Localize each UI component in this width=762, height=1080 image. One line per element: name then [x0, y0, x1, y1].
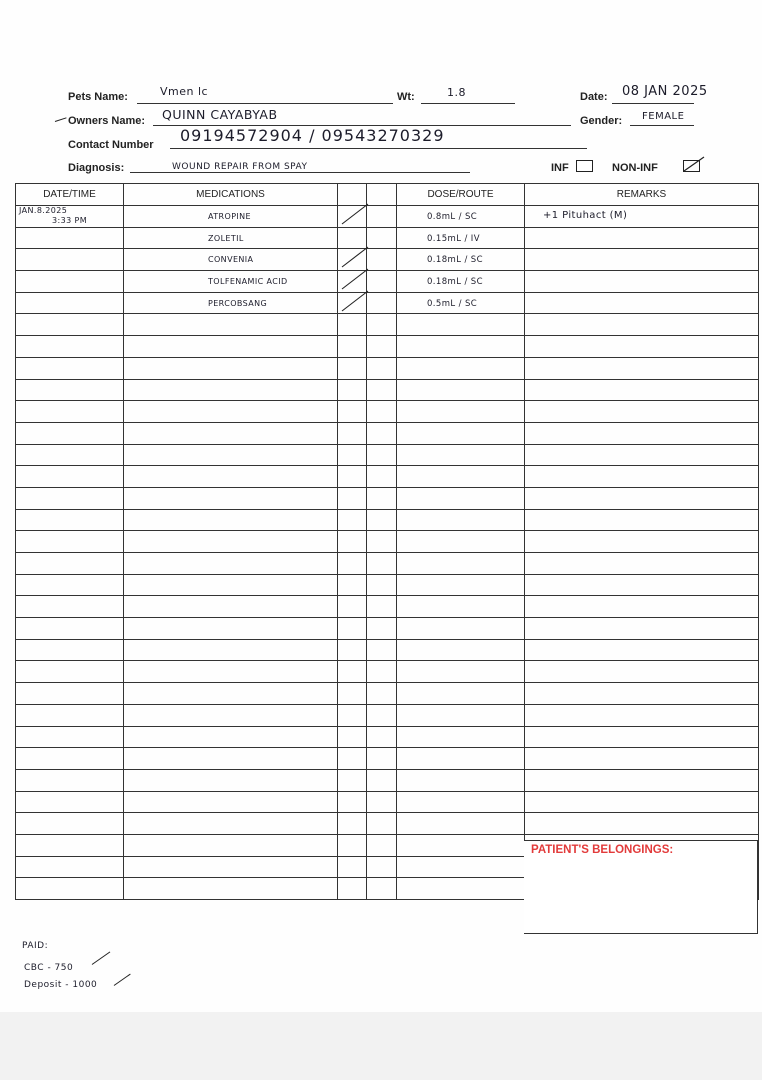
cell-remarks [525, 574, 759, 596]
cell-dose [397, 813, 525, 835]
cell-dose [397, 531, 525, 553]
cell-blank [367, 509, 397, 531]
cell-blank [367, 813, 397, 835]
cell-dose [397, 574, 525, 596]
table-row [16, 314, 759, 336]
cell-check [338, 314, 367, 336]
cell-check [338, 683, 367, 705]
diagnosis-underline [130, 172, 470, 173]
cell-date [16, 574, 124, 596]
cell-remarks [525, 379, 759, 401]
dose-value: 0.15mL / IV [427, 233, 480, 244]
table-header-row [16, 184, 759, 206]
cell-medication [124, 227, 338, 249]
table-body [16, 206, 759, 900]
cell-remarks [525, 618, 759, 640]
cell-date [16, 292, 124, 314]
cell-check [338, 444, 367, 466]
pets-name-value: Vmen lc [160, 85, 209, 98]
cell-medication [124, 509, 338, 531]
cell-dose [397, 769, 525, 791]
cell-date [16, 249, 124, 271]
table-row [16, 379, 759, 401]
cell-dose [397, 661, 525, 683]
cell-remarks [525, 769, 759, 791]
cell-date [16, 813, 124, 835]
cell-check [338, 422, 367, 444]
table-row [16, 574, 759, 596]
cell-blank [367, 422, 397, 444]
scan-margin [0, 1012, 762, 1080]
cell-medication [124, 249, 338, 271]
table-row [16, 292, 759, 314]
cell-dose [397, 422, 525, 444]
cell-blank [367, 683, 397, 705]
cell-check [338, 292, 367, 314]
cell-remarks [525, 487, 759, 509]
cell-medication [124, 856, 338, 878]
cell-date [16, 336, 124, 358]
dose-value: 0.5mL / SC [427, 298, 478, 309]
cell-blank [367, 704, 397, 726]
cell-blank [367, 314, 397, 336]
col-header-date: DATE/TIME [16, 184, 124, 206]
cell-date [16, 553, 124, 575]
table-row [16, 271, 759, 293]
cell-remarks [525, 639, 759, 661]
cell-medication [124, 813, 338, 835]
cell-remarks [525, 661, 759, 683]
cell-check [338, 379, 367, 401]
cell-medication [124, 401, 338, 423]
cell-check [338, 704, 367, 726]
cell-blank [367, 466, 397, 488]
non-inf-label: NON-INF [612, 162, 658, 174]
cell-dose [397, 487, 525, 509]
cell-medication [124, 704, 338, 726]
cell-dose [397, 249, 525, 271]
cell-check [338, 509, 367, 531]
dose-value: 0.18mL / SC [427, 277, 483, 288]
cell-medication [124, 791, 338, 813]
inf-checkbox[interactable] [576, 160, 593, 172]
cell-remarks [525, 401, 759, 423]
cell-date [16, 856, 124, 878]
medication-value: ZOLETIL [208, 233, 244, 243]
cell-check [338, 206, 367, 228]
cell-check [338, 661, 367, 683]
non-inf-checkbox[interactable] [683, 160, 700, 172]
cell-date [16, 704, 124, 726]
cell-medication [124, 336, 338, 358]
cell-date [16, 227, 124, 249]
table-row [16, 357, 759, 379]
cell-medication [124, 379, 338, 401]
cell-medication [124, 574, 338, 596]
table-row [16, 726, 759, 748]
cell-medication [124, 618, 338, 640]
cell-blank [367, 487, 397, 509]
cell-remarks [525, 704, 759, 726]
cell-check [338, 813, 367, 835]
cell-check [338, 834, 367, 856]
table-row [16, 553, 759, 575]
cell-remarks [525, 357, 759, 379]
table-row [16, 401, 759, 423]
cell-medication [124, 206, 338, 228]
medication-table [15, 183, 759, 900]
cell-medication [124, 487, 338, 509]
cell-date [16, 487, 124, 509]
cell-dose [397, 618, 525, 640]
cell-date [16, 748, 124, 770]
cell-check [338, 596, 367, 618]
cell-medication [124, 466, 338, 488]
date-value: JAN.8.2025 [19, 206, 68, 215]
cell-dose [397, 509, 525, 531]
cell-blank [367, 292, 397, 314]
cell-dose [397, 466, 525, 488]
cell-date [16, 379, 124, 401]
cell-remarks [525, 683, 759, 705]
date-label: Date: [580, 91, 608, 103]
patients-belongings-label: PATIENT'S BELONGINGS: [531, 844, 674, 856]
cell-check [338, 357, 367, 379]
cell-date [16, 271, 124, 293]
cell-medication [124, 271, 338, 293]
check-mark [92, 951, 111, 964]
cell-medication [124, 834, 338, 856]
table-row [16, 206, 759, 228]
cell-medication [124, 661, 338, 683]
gender-label: Gender: [580, 115, 623, 127]
cell-check [338, 748, 367, 770]
cell-date [16, 401, 124, 423]
footer-note-cbc: CBC - 750 [24, 963, 74, 973]
cell-remarks [525, 509, 759, 531]
cell-blank [367, 878, 397, 900]
cell-check [338, 726, 367, 748]
cell-check [338, 769, 367, 791]
medication-value: PERCOBSANG [208, 298, 268, 308]
cell-dose [397, 401, 525, 423]
cell-dose [397, 314, 525, 336]
cell-check [338, 531, 367, 553]
cell-check [338, 618, 367, 640]
cell-dose [397, 596, 525, 618]
cell-check [338, 856, 367, 878]
cell-date [16, 206, 124, 228]
cell-blank [367, 618, 397, 640]
cell-date [16, 683, 124, 705]
cell-blank [367, 661, 397, 683]
owners-name-label: Owners Name: [68, 115, 146, 127]
cell-check [338, 574, 367, 596]
dose-value: 0.18mL / SC [427, 255, 483, 266]
gender-value: FEMALE [642, 111, 685, 122]
medication-value: ATROPINE [208, 212, 252, 221]
wt-underline [421, 103, 515, 104]
cell-medication [124, 748, 338, 770]
table-row [16, 422, 759, 444]
cell-dose [397, 227, 525, 249]
cell-medication [124, 292, 338, 314]
cell-remarks [525, 813, 759, 835]
cell-medication [124, 596, 338, 618]
table-row [16, 769, 759, 791]
cell-date [16, 726, 124, 748]
cell-medication [124, 357, 338, 379]
cell-date [16, 596, 124, 618]
cell-date [16, 878, 124, 900]
table-row [16, 639, 759, 661]
cell-blank [367, 769, 397, 791]
cell-remarks [525, 249, 759, 271]
cell-remarks [525, 271, 759, 293]
check-mark-icon [682, 155, 706, 173]
cell-dose [397, 292, 525, 314]
cell-date [16, 639, 124, 661]
cell-date [16, 357, 124, 379]
cell-medication [124, 726, 338, 748]
cell-date [16, 661, 124, 683]
cell-remarks [525, 227, 759, 249]
cell-blank [367, 444, 397, 466]
cell-blank [367, 856, 397, 878]
cell-blank [367, 206, 397, 228]
cell-check [338, 878, 367, 900]
cell-blank [367, 531, 397, 553]
cell-medication [124, 683, 338, 705]
cell-check [338, 487, 367, 509]
cell-date [16, 314, 124, 336]
table-row [16, 487, 759, 509]
cell-medication [124, 444, 338, 466]
cell-medication [124, 769, 338, 791]
table-row [16, 618, 759, 640]
cell-remarks [525, 422, 759, 444]
table-row [16, 249, 759, 271]
cell-remarks [525, 466, 759, 488]
pets-name-label: Pets Name: [68, 91, 128, 103]
cell-blank [367, 639, 397, 661]
col-header-dose: DOSE/ROUTE [397, 184, 525, 206]
cell-date [16, 509, 124, 531]
cell-check [338, 553, 367, 575]
wt-label: Wt: [397, 91, 415, 103]
cell-medication [124, 878, 338, 900]
cell-remarks [525, 726, 759, 748]
cell-check [338, 401, 367, 423]
cell-dose [397, 379, 525, 401]
contact-label: Contact Number [68, 139, 154, 151]
owners-name-value: QUINN CAYABYAB [162, 107, 278, 122]
cell-date [16, 531, 124, 553]
cell-date [16, 466, 124, 488]
cell-dose [397, 748, 525, 770]
table-row [16, 336, 759, 358]
cell-blank [367, 596, 397, 618]
footer-note-deposit: Deposit - 1000 [24, 980, 98, 990]
cell-dose [397, 834, 525, 856]
cell-remarks [525, 531, 759, 553]
cell-dose [397, 206, 525, 228]
table-row [16, 661, 759, 683]
cell-blank [367, 726, 397, 748]
cell-dose [397, 357, 525, 379]
medication-value: CONVENIA [208, 255, 254, 265]
gender-underline [630, 125, 694, 126]
col-header-medications: MEDICATIONS [124, 184, 338, 206]
footer-note-paid: PAID: [22, 941, 49, 951]
table-row [16, 704, 759, 726]
table-row [16, 466, 759, 488]
cell-blank [367, 748, 397, 770]
cell-check [338, 791, 367, 813]
check-mark [55, 117, 67, 122]
diagnosis-label: Diagnosis: [68, 162, 125, 174]
cell-remarks [525, 748, 759, 770]
cell-check [338, 639, 367, 661]
cell-dose [397, 726, 525, 748]
table-row [16, 531, 759, 553]
cell-blank [367, 791, 397, 813]
cell-dose [397, 683, 525, 705]
diagnosis-value: WOUND REPAIR FROM SPAY [172, 162, 308, 172]
cell-remarks [525, 553, 759, 575]
time-value: 3:33 PM [52, 216, 88, 225]
cell-dose [397, 791, 525, 813]
dose-value: 0.8mL / SC [427, 212, 478, 222]
cell-medication [124, 531, 338, 553]
cell-medication [124, 639, 338, 661]
cell-dose [397, 639, 525, 661]
cell-date [16, 618, 124, 640]
cell-date [16, 791, 124, 813]
cell-dose [397, 856, 525, 878]
cell-date [16, 444, 124, 466]
col-header-remarks: REMARKS [525, 184, 759, 206]
cell-remarks [525, 292, 759, 314]
contact-underline [170, 148, 587, 149]
cell-dose [397, 336, 525, 358]
inf-label: INF [551, 162, 569, 174]
cell-dose [397, 553, 525, 575]
cell-dose [397, 878, 525, 900]
cell-blank [367, 357, 397, 379]
contact-value: 09194572904 / 09543270329 [180, 126, 445, 145]
cell-date [16, 834, 124, 856]
cell-remarks [525, 206, 759, 228]
cell-check [338, 336, 367, 358]
table-row [16, 596, 759, 618]
table-row [16, 509, 759, 531]
cell-blank [367, 553, 397, 575]
table-row [16, 791, 759, 813]
table-row [16, 444, 759, 466]
cell-medication [124, 422, 338, 444]
cell-medication [124, 553, 338, 575]
cell-dose [397, 704, 525, 726]
cell-dose [397, 444, 525, 466]
medication-value: TOLFENAMIC ACID [208, 277, 288, 287]
cell-blank [367, 336, 397, 358]
cell-medication [124, 314, 338, 336]
cell-blank [367, 401, 397, 423]
cell-remarks [525, 791, 759, 813]
cell-dose [397, 271, 525, 293]
table-row [16, 813, 759, 835]
pets-name-underline [137, 103, 393, 104]
table-row [16, 227, 759, 249]
cell-check [338, 466, 367, 488]
date-underline [612, 103, 694, 104]
cell-blank [367, 574, 397, 596]
cell-remarks [525, 314, 759, 336]
cell-remarks [525, 596, 759, 618]
date-value: 08 JAN 2025 [622, 84, 708, 99]
remarks-value: +1 Pituhact (M) [543, 210, 628, 221]
check-mark [114, 974, 131, 986]
cell-remarks [525, 336, 759, 358]
cell-remarks [525, 444, 759, 466]
cell-date [16, 422, 124, 444]
table-row [16, 748, 759, 770]
cell-blank [367, 834, 397, 856]
patients-belongings-box [524, 840, 758, 934]
table-row [16, 683, 759, 705]
cell-blank [367, 379, 397, 401]
cell-date [16, 769, 124, 791]
wt-value: 1.8 [447, 86, 466, 99]
